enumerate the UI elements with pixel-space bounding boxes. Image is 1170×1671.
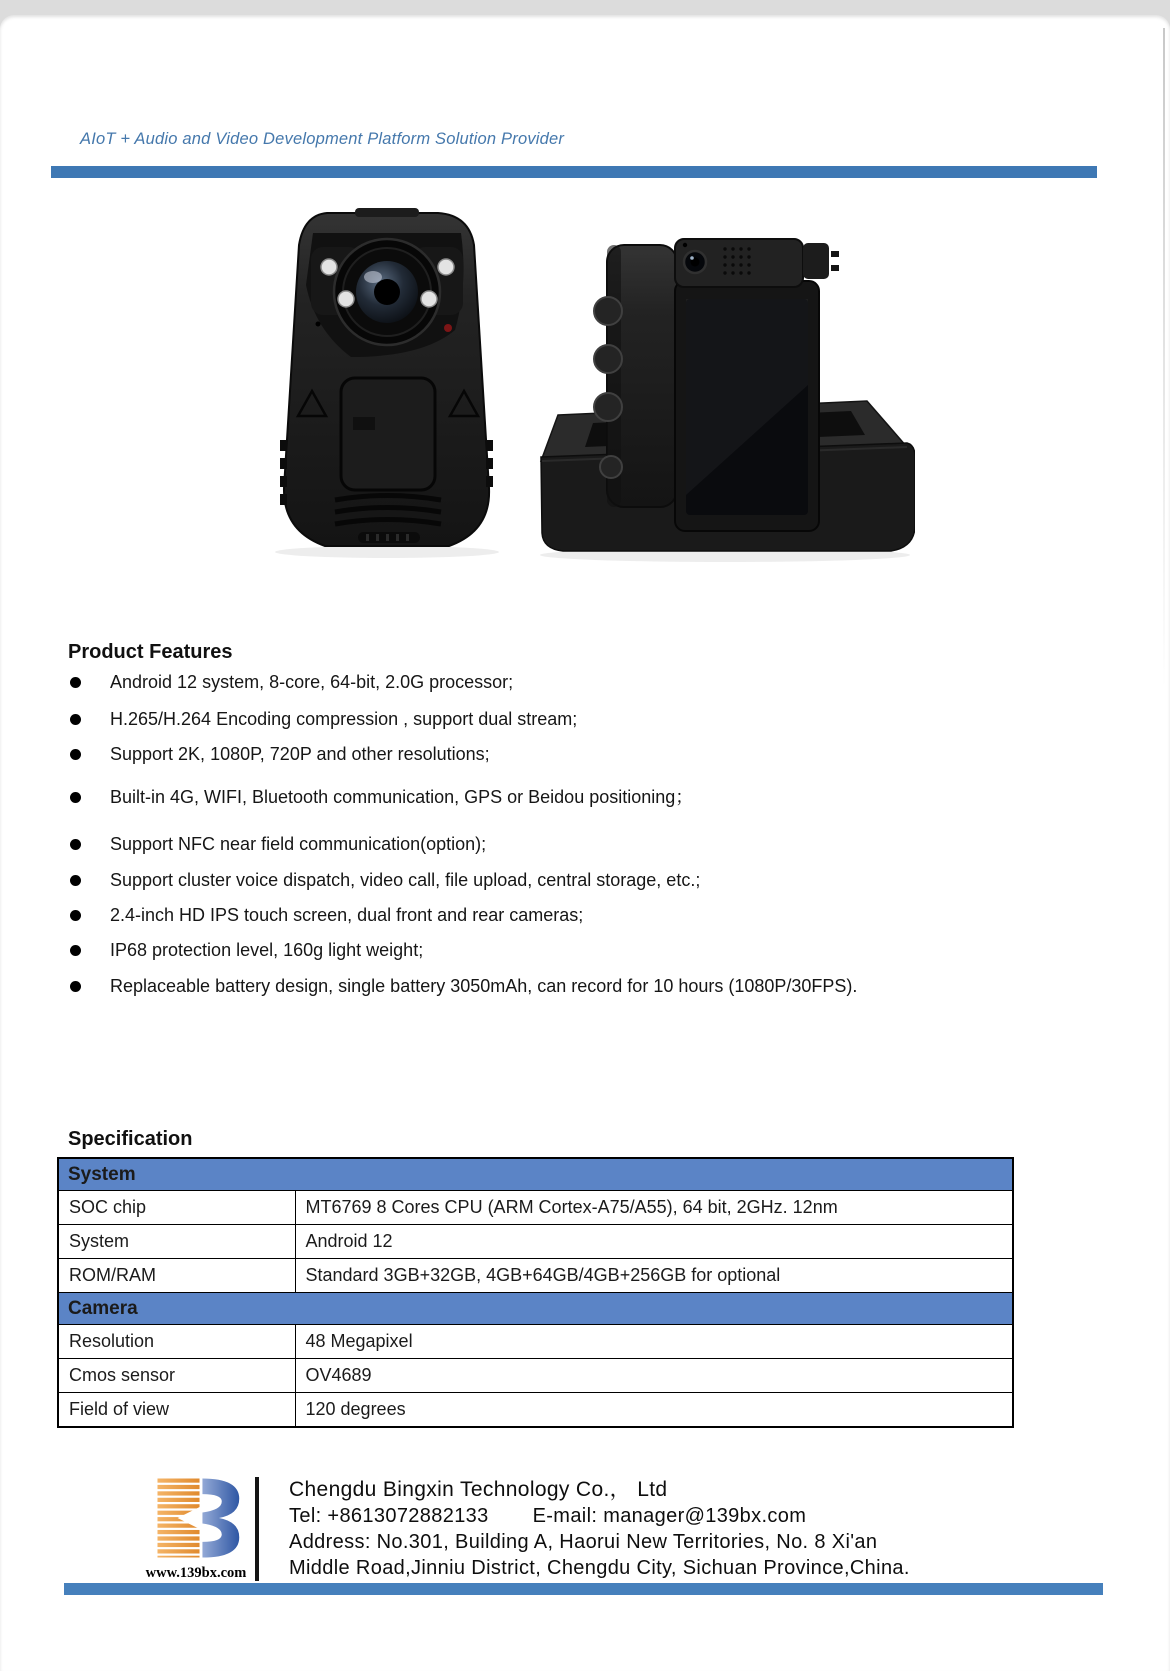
feature-item: Android 12 system, 8-core, 64-bit, 2.0G processor;: [68, 672, 948, 692]
product-front-view-image: [275, 208, 499, 558]
phone-number: Tel: +8613072882133: [289, 1505, 489, 1527]
footer-accent-bar: [64, 1583, 1103, 1595]
address-line-2: Middle Road,Jinniu District, Chengdu City, Sichuan Province,China.: [289, 1557, 910, 1579]
spec-row-value: MT6769 8 Cores CPU (ARM Cortex-A75/A55), 64 bit, 2GHz. 12nm: [295, 1191, 1013, 1225]
spec-row-label: System: [58, 1225, 295, 1259]
feature-item: 2.4-inch HD IPS touch screen, dual front and rear cameras;: [68, 905, 948, 925]
feature-item: Support NFC near field communication(option);: [68, 834, 948, 854]
email-address: E-mail: manager@139bx.com: [532, 1505, 807, 1527]
product-photos: [255, 195, 915, 570]
spec-row-label: Resolution: [58, 1325, 295, 1359]
spec-row-value: OV4689: [295, 1359, 1013, 1393]
company-name: Chengdu Bingxin Technology Co.， Ltd: [289, 1478, 668, 1501]
spec-row-value: 120 degrees: [295, 1393, 1013, 1428]
feature-item: Built-in 4G, WIFI, Bluetooth communication, GPS or Beidou positioning；: [68, 787, 948, 807]
spec-row-label: Cmos sensor: [58, 1359, 295, 1393]
logo-website-text: www.139bx.com: [145, 1565, 247, 1581]
spec-section-header-camera: Camera: [58, 1293, 1013, 1325]
table-row: [58, 1259, 1013, 1293]
feature-item: IP68 protection level, 160g light weight;: [68, 940, 948, 960]
table-row: [58, 1191, 1013, 1225]
feature-item: Support 2K, 1080P, 720P and other resolutions;: [68, 744, 948, 764]
spec-row-label: Field of view: [58, 1393, 295, 1428]
specification-title: Specification: [68, 1128, 193, 1150]
address-line-1: Address: No.301, Building A, Haorui New Territories, No. 8 Xi'an: [289, 1531, 878, 1553]
footer-divider-line: [255, 1477, 259, 1581]
feature-item: Replaceable battery design, single battery 3050mAh, can record for 10 hours (1080P/30FPS).: [68, 976, 948, 996]
product-features-list: [68, 672, 948, 996]
spec-row-label: ROM/RAM: [58, 1259, 295, 1293]
logo-blue-b: [202, 1478, 239, 1557]
product-side-dock-image: [540, 239, 915, 562]
product-features-title: Product Features: [68, 641, 233, 663]
contact-line: [289, 1503, 1029, 1529]
table-row: [58, 1325, 1013, 1359]
company-tagline: AIoT + Audio and Video Development Platform Solution Provider: [80, 130, 565, 148]
logo-orange-stripes: [157, 1478, 199, 1558]
table-row: [58, 1393, 1013, 1428]
specification-table: [57, 1157, 1014, 1428]
feature-item: Support cluster voice dispatch, video call, file upload, central storage, etc.;: [68, 870, 948, 890]
header-accent-bar: [51, 166, 1097, 178]
company-logo: [150, 1474, 242, 1562]
table-row: [58, 1359, 1013, 1393]
page-edge-shadow: [1163, 28, 1165, 688]
spec-section-header-system: System: [58, 1158, 1013, 1191]
footer-contact-block: [289, 1477, 1029, 1581]
spec-row-value: Standard 3GB+32GB, 4GB+64GB/4GB+256GB for optional: [295, 1259, 1013, 1293]
spec-row-value: Android 12: [295, 1225, 1013, 1259]
spec-row-value: 48 Megapixel: [295, 1325, 1013, 1359]
feature-item: H.265/H.264 Encoding compression , support dual stream;: [68, 709, 948, 729]
table-row: [58, 1225, 1013, 1259]
spec-row-label: SOC chip: [58, 1191, 295, 1225]
